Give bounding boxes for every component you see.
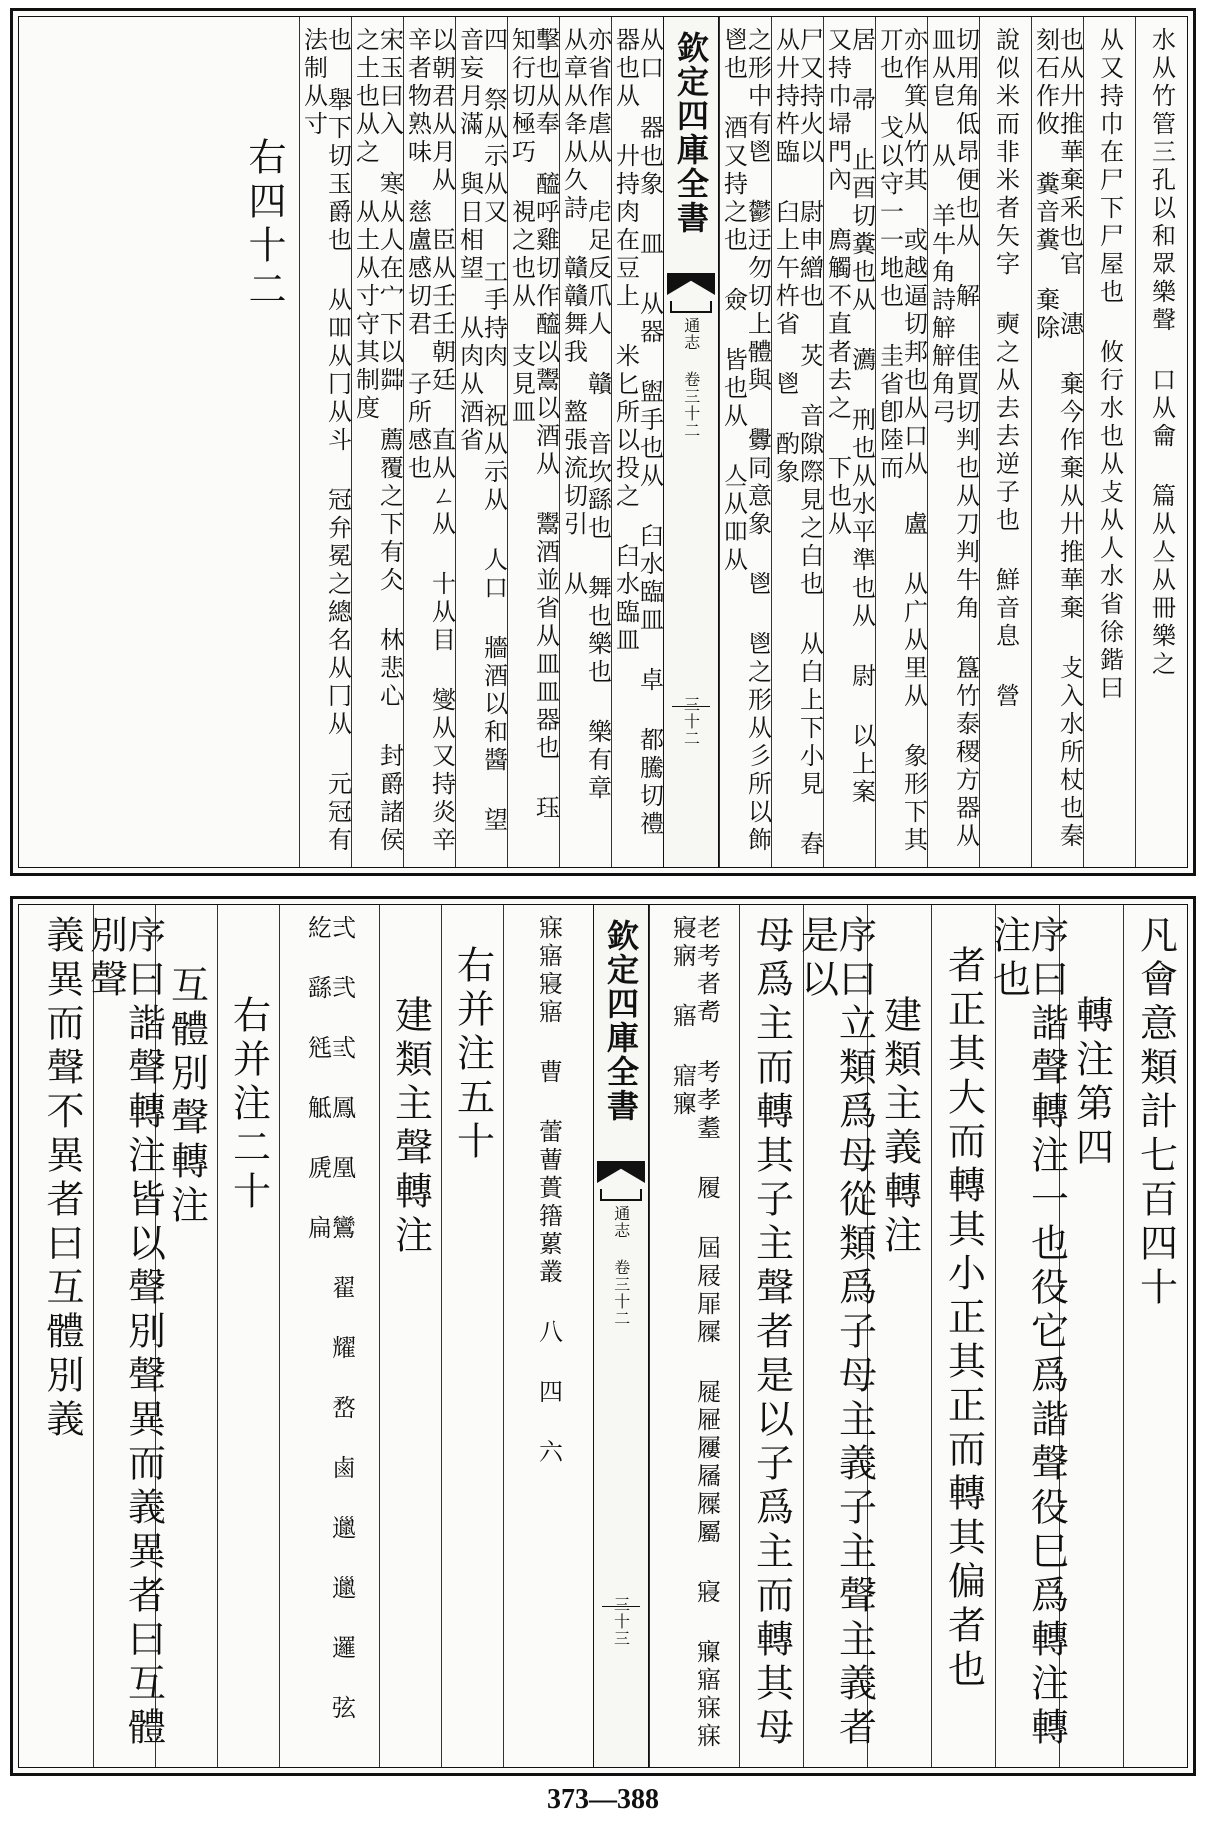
text-column: [441, 905, 503, 1767]
text-column: [875, 17, 927, 867]
text-column: [455, 17, 507, 867]
column-text: 尸又持火以 尉申繒也 炗 音隙際見之白也 从白上下小見 舂从廾持杵臨 臼上午杵省 鬯 酌象: [771, 27, 824, 859]
column-text: 宋玉曰入 寒从人在宀下以茻 薦覆之下有仌 林悲心 封爵諸侯之土也从之 从土从寸守其制度: [351, 27, 404, 855]
column-text: 序曰諧聲轉注一也役它爲諧聲役巳爲轉注轉注也: [986, 915, 1069, 1751]
column-text: 母爲主而轉其子主聲者是以子爲主而轉其母: [749, 915, 794, 1751]
section-heading: 建類主聲轉注: [388, 995, 433, 1259]
column-text: 老考者耉 考孝耋 履 屆屐屝屧 屣屜屨屩屧屬 寢 寱寤寐寐寢寎 寤 寣寱: [668, 915, 721, 1751]
column-text: 弍 弐 弎 鳳 凰 鸞 翟 耀 嵍 鹵 邋 邋 邏 弦 紇 繇 毤 觝 虒 扁: [303, 915, 356, 1755]
column-text: 寐寤寢寤 曹 蕾蓸蕢簎蔂叢 八 四 六: [534, 915, 563, 1467]
column-text: 者正其大而轉其小正其正而轉其偏者也: [941, 945, 986, 1693]
text-column: [279, 905, 379, 1767]
column-text: 序曰諧聲轉注皆以聲別聲異而義異者曰互體別聲: [83, 915, 166, 1751]
text-column: [739, 905, 803, 1767]
upper-book-page: [10, 8, 1196, 887]
column-text: 義異而聲不異者曰互體別義: [40, 915, 84, 1443]
text-column: [931, 905, 995, 1767]
column-text: 說似米而非米者矢字 奭之从去去逆子也 鮮音息 營: [991, 27, 1020, 711]
column-text: 擊也从奉 醯呼雞切作醯以鬻以酒从 鬻酒並省从皿皿器也 珏 知行切極巧 視之也从 支見皿: [507, 27, 560, 855]
column-text: 亦省作虐从 虍足反爪人 贛 音坎繇也 舞也樂也 樂有章 从章从夅从久詩 贛贛舞我 盩張流切引 从: [559, 27, 612, 835]
leaf-number: 三十三: [611, 1596, 631, 1647]
text-column: [559, 17, 611, 867]
text-column: [31, 905, 93, 1767]
lower-page-columns: [19, 905, 1187, 1767]
text-column: [979, 17, 1031, 867]
text-column: [403, 17, 456, 887]
text-column: [1059, 905, 1123, 1767]
fishtail-bracket-icon: [600, 1189, 642, 1201]
fishtail-mark-icon: [597, 1161, 645, 1183]
column-text: 以朝君从月从 臣从壬壬朝廷 直从ㄥ从 十从目 燮从又持炎辛 辛者物熟味 慈盧感切君 子所感也: [403, 27, 456, 887]
column-text: 凡會意類計七百四十: [1133, 915, 1178, 1311]
column-text: 也从廾推華棄釆也官 潓 棄今作棄从廾推華棄 攴入水所杖也秦刻石作攸 糞音糞 棄除: [1031, 27, 1084, 851]
leaf-number: 三十二: [681, 696, 701, 747]
text-column: [1083, 17, 1135, 867]
text-column: [351, 17, 403, 867]
section-total-text: 右四十二: [242, 137, 286, 313]
fishtail-mark-icon: [667, 273, 715, 295]
column-text: 亦作箕从竹其 或越逼切邦也从口从 盧 从广从里从 象形下其丌也 戈以守一一地也 圭省卽陸而: [875, 27, 928, 855]
column-text: 从又持巾在尸下尸屋也 攸行水也从攴从人水省徐鍇曰: [1095, 27, 1124, 703]
column-text: 水从竹管三孔以和眾樂聲 口从龠 篇从亼从冊樂之: [1147, 27, 1176, 679]
column-text: 四 祭从示从又 工手持肉 祝从示从 人口 牆酒以和醬 望音妄月滿 與日相望 从肉从酒省: [455, 27, 508, 835]
column-text: 序曰立類爲母從類爲子母主義子主聲主義者是以: [794, 915, 877, 1751]
center-gutter: [593, 905, 649, 1767]
text-column: [1123, 905, 1187, 1767]
column-text: 也 舉下切玉爵也 从吅从冂从斗 冠弁冕之總名从冂从 元冠有法制从寸: [299, 27, 352, 855]
book-title: 欽定四庫全書: [672, 31, 710, 235]
section-total-column: [229, 17, 299, 867]
column-text: 居 帚 止酉切糞也从 瀳 刑也从水平準也从 尉 以上案 又持巾埽門內 廌觸不直者去之 下也从: [823, 27, 876, 839]
section-total-text: 右并注二十: [226, 995, 271, 1215]
text-column: [927, 17, 980, 883]
book-title: 欽定四庫全書: [602, 919, 640, 1123]
center-gutter: [663, 17, 719, 867]
fishtail-bracket-icon: [670, 301, 712, 313]
text-column: [507, 17, 559, 867]
column-text: 切用角低昂便也从 解 佳買切判也从刀判牛角 簋竹泰稷方器从 皿从皀 从 羊牛角詩觪觪角弓: [927, 27, 980, 883]
text-column: [867, 905, 931, 1767]
column-text: 从口 器也象 皿 从器 盥手也从 臼水臨皿 卓 都騰切禮器也从 廾持肉在豆上 米匕所以投之 臼水臨皿: [611, 27, 664, 839]
text-column: [649, 905, 739, 1767]
text-column: [986, 905, 1069, 1767]
volume-label: 通志 卷三十二: [611, 1205, 631, 1327]
section-heading: 建類主義轉注: [877, 995, 922, 1259]
text-column: [503, 905, 593, 1767]
text-column: [771, 17, 823, 867]
column-text: 之形中有鬯 鬱迂勿切上體與 釁同意象 鬯 鬯之形从彡所以飾鬯也 酒又持之也 僉 皆也从 亼从吅从: [719, 27, 772, 855]
text-column: [217, 905, 279, 1767]
text-column: [299, 17, 351, 867]
text-column: [823, 17, 875, 867]
text-column: [379, 905, 441, 1767]
text-column: [83, 905, 166, 1767]
section-heading: 互體別聲轉注: [164, 965, 209, 1229]
upper-page-columns: [19, 17, 1187, 887]
text-column: [719, 17, 771, 867]
section-total-text: 右并注五十: [450, 945, 495, 1165]
text-column: [611, 17, 663, 867]
section-heading: 轉注第四: [1069, 995, 1114, 1171]
text-column: [1135, 17, 1187, 867]
upper-page-frame: [18, 16, 1188, 887]
lower-book-page: [10, 896, 1196, 1776]
text-column: [794, 905, 877, 1767]
lower-page-frame: [18, 904, 1188, 1768]
text-column: [1031, 17, 1083, 867]
page-code: 373—388: [547, 1784, 659, 1815]
volume-label: 通志 卷三十二: [681, 317, 701, 439]
